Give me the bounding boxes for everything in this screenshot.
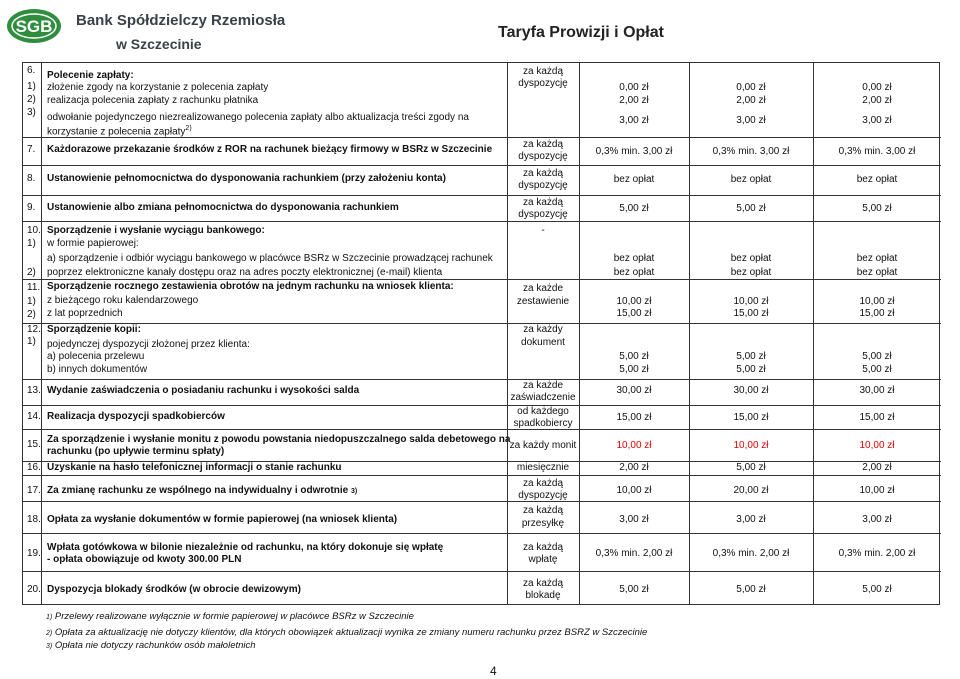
- fee-value: 5,00 zł: [736, 364, 766, 375]
- fee-value: 5,00 zł: [619, 364, 649, 375]
- row-text: [47, 485, 357, 498]
- unit-label: miesięcznie: [516, 462, 570, 473]
- page-number: 4: [490, 664, 497, 678]
- row-divider: [23, 221, 941, 222]
- footnote-mark: 2): [46, 630, 53, 637]
- fee-value: 2,00 zł: [619, 462, 649, 473]
- row-text: Wpłata gotówkowa w bilonie niezależnie od rachunku, na który dokonuje się wpłatę: [47, 542, 444, 553]
- fee-value: 0,00 zł: [862, 82, 892, 93]
- row-divider: [23, 379, 941, 380]
- fee-value: bez opłat: [613, 253, 655, 264]
- fee-value: 5,00 zł: [862, 203, 892, 214]
- sub-text: [47, 123, 192, 138]
- row-text-main: Za zmianę rachunku ze wspólnego na indywidualny i odwrotnie: [47, 485, 349, 496]
- unit-label: blokadę: [525, 590, 561, 601]
- sub-text-line2: korzystanie z polecenia zapłaty: [47, 126, 186, 138]
- fee-value: 3,00 zł: [736, 115, 766, 126]
- fee-value: 3,00 zł: [862, 514, 892, 525]
- unit-label: zestawienie: [516, 296, 570, 307]
- fee-value: 0,3% min. 2,00 zł: [712, 548, 790, 559]
- fee-value: 30,00 zł: [616, 385, 652, 396]
- fee-value: 15,00 zł: [733, 412, 769, 423]
- unit-label: za każdą: [522, 542, 564, 553]
- unit-label: za każde: [522, 380, 564, 391]
- footnote-text: Przelewy realizowane wyłącznie w formie papierowej w placówce BSRz w Szczecinie: [54, 611, 414, 622]
- fee-value: bez opłat: [730, 174, 772, 185]
- fee-value: 10,00 zł: [733, 440, 769, 451]
- fee-value: 5,00 zł: [862, 351, 892, 362]
- sub-number: 1): [27, 336, 36, 347]
- sub-text: złożenie zgody na korzystanie z polecenia zapłaty: [47, 82, 269, 93]
- footnote-ref: 2): [185, 125, 192, 132]
- row-title: Polecenie zapłaty:: [47, 70, 134, 81]
- row-text: Ustanowienie pełnomocnictwa do dysponowania rachunkiem (przy założeniu konta): [47, 173, 446, 184]
- unit-label: za każde: [522, 283, 564, 294]
- fee-value: 15,00 zł: [859, 412, 895, 423]
- row-text: Opłata za wysłanie dokumentów w formie papierowej (na wniosek klienta): [47, 514, 398, 525]
- sub-number: 1): [27, 238, 36, 249]
- fee-value: 30,00 zł: [859, 385, 895, 396]
- row-number: 14.: [27, 411, 41, 422]
- sub-text: a) sporządzenie i odbiór wyciągu bankowego w placówce BSRz w Szczecinie prowadzącej rachunek: [47, 253, 493, 264]
- row-number: 18.: [27, 514, 41, 525]
- fee-value: 0,3% min. 3,00 zł: [838, 146, 916, 157]
- sub-text: odwołanie pojedynczego niezrealizowanego polecenia zapłaty albo aktualizacja treści zgody na: [47, 112, 469, 123]
- fee-value: 10,00 zł: [616, 296, 652, 307]
- row-number: 15.: [27, 439, 41, 450]
- fee-value: 5,00 zł: [736, 584, 766, 595]
- row-text: Za sporządzenie i wysłanie monitu z powodu powstania niedopuszczalnego salda debetowego na: [47, 434, 511, 445]
- footnote-text: Opłata nie dotyczy rachunków osób małoletnich: [54, 640, 256, 651]
- sub-text: z lat poprzednich: [47, 308, 123, 319]
- fee-value: bez opłat: [856, 174, 898, 185]
- sub-text: z bieżącego roku kalendarzowego: [47, 295, 199, 306]
- row-number: 6.: [27, 65, 36, 76]
- row-divider: [23, 533, 941, 534]
- fee-value: 10,00 zł: [859, 296, 895, 307]
- row-number: 11.: [27, 282, 41, 293]
- fee-value: 5,00 zł: [736, 351, 766, 362]
- fee-value: 15,00 zł: [616, 308, 652, 319]
- row-divider: [23, 571, 941, 572]
- row-number: 17.: [27, 485, 41, 496]
- fee-value: 15,00 zł: [616, 412, 652, 423]
- row-divider: [23, 195, 941, 196]
- fee-value: 5,00 zł: [736, 203, 766, 214]
- row-title: Sporządzenie rocznego zestawienia obrotów na jednym rachunku na wniosek klienta:: [47, 281, 454, 292]
- unit-label: dyspozycję: [518, 78, 568, 89]
- unit-label: za każdą: [522, 505, 564, 516]
- fee-value: bez opłat: [730, 267, 772, 278]
- footnote: [46, 627, 647, 638]
- sub-text: realizacja polecenia zapłaty z rachunku płatnika: [47, 95, 259, 106]
- row-text-line2: rachunku (po upływie terminu spłaty): [47, 446, 225, 457]
- row-number: 7.: [27, 144, 36, 155]
- unit-label: dokument: [521, 337, 565, 348]
- fee-value: 2,00 zł: [736, 95, 766, 106]
- fee-value: 2,00 zł: [619, 95, 649, 106]
- fee-value: 20,00 zł: [733, 485, 769, 496]
- unit-label: wpłatę: [528, 554, 558, 565]
- unit-label: spadkobiercy: [513, 418, 573, 429]
- row-number: 16.: [27, 462, 41, 473]
- fee-value: 10,00 zł: [859, 440, 895, 451]
- fee-value: 2,00 zł: [862, 95, 892, 106]
- sub-text: poprzez elektroniczne kanały dostępu oraz na adres poczty elektronicznej (e-mail) klienta: [47, 267, 443, 278]
- unit-label: za każdą: [522, 197, 564, 208]
- fee-value: 30,00 zł: [733, 385, 769, 396]
- footnote: [46, 640, 256, 651]
- fee-value: 15,00 zł: [733, 308, 769, 319]
- sgb-logo-icon: [6, 6, 62, 46]
- page-header: [0, 0, 960, 62]
- row-number: 19.: [27, 548, 41, 559]
- fee-value: 5,00 zł: [619, 584, 649, 595]
- fee-value: 10,00 zł: [733, 296, 769, 307]
- footnote-ref: 3): [350, 488, 358, 495]
- footnote-mark: 3): [46, 643, 53, 650]
- footnote-text: Opłata za aktualizację nie dotyczy klientów, dla których obowiązek aktualizacji wynika ze zmiany numeru rachunku przez BSRZ w Szczecinie: [54, 627, 648, 638]
- page-title: Taryfa Prowizji i Opłat: [498, 24, 664, 41]
- row-text: Dyspozycja blokady środków (w obrocie dewizowym): [47, 584, 301, 595]
- unit-label: za każdy monit: [509, 440, 577, 451]
- sub-number: 1): [27, 296, 36, 307]
- row-number: 8.: [27, 173, 36, 184]
- fee-value: 0,3% min. 2,00 zł: [595, 548, 673, 559]
- row-divider: [23, 501, 941, 502]
- sub-number: 3): [27, 107, 36, 118]
- unit-label: za każdą: [522, 578, 564, 589]
- unit-label: za każdą: [522, 168, 564, 179]
- unit-label: za każdy: [523, 324, 563, 335]
- row-number: 10.: [27, 225, 41, 236]
- footnote: [46, 611, 414, 622]
- fee-value: 5,00 zł: [619, 203, 649, 214]
- fee-value: 15,00 zł: [859, 308, 895, 319]
- fee-value: bez opłat: [856, 267, 898, 278]
- fee-value: 0,00 zł: [619, 82, 649, 93]
- sub-text: pojedynczej dyspozycji złożonej przez klienta:: [47, 339, 250, 350]
- fee-value: 3,00 zł: [862, 115, 892, 126]
- unit-label: dyspozycję: [518, 209, 568, 220]
- fee-table: [22, 62, 940, 605]
- fee-value: 5,00 zł: [862, 364, 892, 375]
- fee-value: bez opłat: [730, 253, 772, 264]
- sub-text: w formie papierowej:: [47, 238, 139, 249]
- row-divider: [23, 323, 941, 324]
- unit-label: dyspozycję: [518, 151, 568, 162]
- fee-value: 0,3% min. 2,00 zł: [838, 548, 916, 559]
- row-text: Realizacja dyspozycji spadkobierców: [47, 411, 225, 422]
- fee-value: 3,00 zł: [736, 514, 766, 525]
- fee-value: 3,00 zł: [619, 115, 649, 126]
- row-divider: [23, 165, 941, 166]
- column-divider: [41, 63, 42, 604]
- footnote-mark: 1): [46, 614, 53, 621]
- fee-value: bez opłat: [613, 267, 655, 278]
- unit-label: za każdą: [522, 139, 564, 150]
- row-divider: [23, 429, 941, 430]
- fee-value: 0,00 zł: [736, 82, 766, 93]
- unit-label: -: [541, 225, 545, 236]
- fee-value: bez opłat: [856, 253, 898, 264]
- row-title: Sporządzenie kopii:: [47, 324, 141, 335]
- row-number: 20.: [27, 584, 41, 595]
- row-text: Każdorazowe przekazanie środków z ROR na rachunek bieżący firmowy w BSRz w Szczecinie: [47, 144, 493, 155]
- sub-text: a) polecenia przelewu: [47, 351, 145, 362]
- fee-value: 5,00 zł: [619, 351, 649, 362]
- sub-number: 2): [27, 267, 36, 278]
- sub-number: 1): [27, 81, 36, 92]
- fee-value: 10,00 zł: [616, 440, 652, 451]
- row-text: Wydanie zaświadczenia o posiadaniu rachunku i wysokości salda: [47, 385, 360, 396]
- unit-label: dyspozycję: [518, 490, 568, 501]
- bank-name-line2: w Szczecinie: [116, 36, 202, 52]
- row-text-line2: - opłata obowiązuje od kwoty 300.00 PLN: [47, 554, 242, 565]
- row-divider: [23, 475, 941, 476]
- unit-label: od każdego: [517, 406, 569, 417]
- fee-value: bez opłat: [613, 174, 655, 185]
- row-number: 9.: [27, 202, 36, 213]
- unit-label: dyspozycję: [518, 180, 568, 191]
- row-title: Sporządzenie i wysłanie wyciągu bankowego:: [47, 225, 265, 236]
- row-divider: [23, 405, 941, 406]
- fee-value: 5,00 zł: [736, 462, 766, 473]
- row-text: Uzyskanie na hasło telefonicznej informacji o stanie rachunku: [47, 462, 342, 473]
- fee-value: 5,00 zł: [862, 584, 892, 595]
- row-number: 13.: [27, 385, 41, 396]
- unit-label: za każdą: [522, 66, 564, 77]
- unit-label: przesyłkę: [521, 518, 565, 529]
- row-text: Ustanowienie albo zmiana pełnomocnictwa do dysponowania rachunkiem: [47, 202, 399, 213]
- logo-text: SGB: [15, 17, 53, 36]
- unit-label: zaświadczenie: [510, 392, 576, 403]
- sub-text: b) innych dokumentów: [47, 364, 148, 375]
- fee-value: 0,3% min. 3,00 zł: [712, 146, 790, 157]
- sub-number: 2): [27, 309, 36, 320]
- unit-label: za każdą: [522, 478, 564, 489]
- fee-value: 0,3% min. 3,00 zł: [595, 146, 673, 157]
- bank-name-line1: Bank Spółdzielczy Rzemiosła: [76, 12, 286, 29]
- row-divider: [23, 279, 941, 280]
- fee-value: 2,00 zł: [862, 462, 892, 473]
- fee-value: 3,00 zł: [619, 514, 649, 525]
- sub-number: 2): [27, 94, 36, 105]
- row-number: 12.: [27, 324, 41, 335]
- fee-value: 10,00 zł: [859, 485, 895, 496]
- fee-value: 10,00 zł: [616, 485, 652, 496]
